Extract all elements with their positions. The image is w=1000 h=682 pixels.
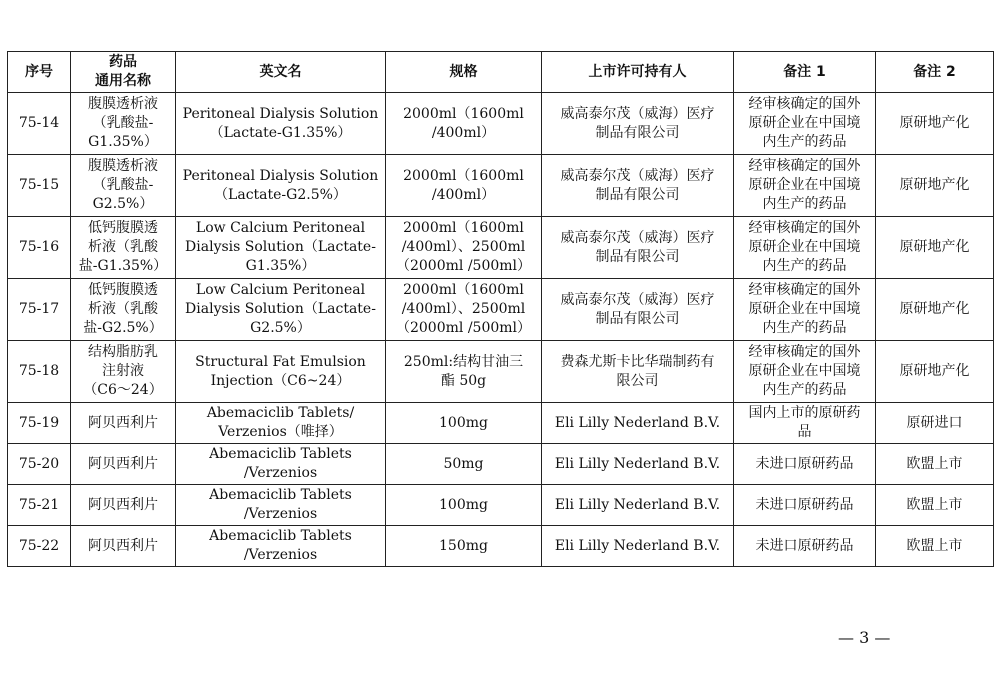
row-note1: 经审核确定的国外 原研企业在中国境 内生产的药品 — [734, 341, 876, 403]
row-holder: Eli Lilly Nederland B.V. — [542, 485, 734, 526]
row-name: 阿贝西利片 — [71, 526, 176, 567]
row-note2: 欧盟上市 — [876, 526, 994, 567]
header-row — [8, 52, 994, 93]
row-note2: 原研地产化 — [876, 155, 994, 217]
row-spec: 100mg — [386, 485, 542, 526]
row-note1: 经审核确定的国外 原研企业在中国境 内生产的药品 — [734, 93, 876, 155]
header-name: 药品 通用名称 — [71, 52, 176, 93]
table-row — [8, 485, 994, 526]
row-spec: 100mg — [386, 403, 542, 444]
row-note2: 原研地产化 — [876, 279, 994, 341]
row-no: 75-20 — [8, 444, 71, 485]
row-no: 75-15 — [8, 155, 71, 217]
row-note2: 欧盟上市 — [876, 444, 994, 485]
drug-table — [7, 51, 994, 567]
row-holder: Eli Lilly Nederland B.V. — [542, 444, 734, 485]
row-no: 75-21 — [8, 485, 71, 526]
row-no: 75-16 — [8, 217, 71, 279]
row-name: 结构脂肪乳 注射液 （C6～24） — [71, 341, 176, 403]
row-name: 低钙腹膜透 析液（乳酸 盐-G1.35%） — [71, 217, 176, 279]
row-no: 75-22 — [8, 526, 71, 567]
row-no: 75-14 — [8, 93, 71, 155]
row-holder: 威高泰尔茂（威海）医疗 制品有限公司 — [542, 279, 734, 341]
row-no: 75-18 — [8, 341, 71, 403]
row-spec: 2000ml（1600ml /400ml） — [386, 155, 542, 217]
row-en: Low Calcium Peritoneal Dialysis Solution（Lactate- G1.35%） — [176, 217, 386, 279]
row-note1: 未进口原研药品 — [734, 444, 876, 485]
row-spec: 150mg — [386, 526, 542, 567]
table-row — [8, 403, 994, 444]
table-row — [8, 279, 994, 341]
row-name: 腹膜透析液 （乳酸盐- G2.5%） — [71, 155, 176, 217]
header-spec: 规格 — [386, 52, 542, 93]
row-en: Peritoneal Dialysis Solution （Lactate-G2.5%） — [176, 155, 386, 217]
header-holder: 上市许可持有人 — [542, 52, 734, 93]
row-note1: 经审核确定的国外 原研企业在中国境 内生产的药品 — [734, 217, 876, 279]
row-en: Abemaciclib Tablets /Verzenios — [176, 526, 386, 567]
row-holder: Eli Lilly Nederland B.V. — [542, 403, 734, 444]
row-name: 阿贝西利片 — [71, 485, 176, 526]
row-no: 75-17 — [8, 279, 71, 341]
row-en: Abemaciclib Tablets/ Verzenios（唯择） — [176, 403, 386, 444]
row-holder: 威高泰尔茂（威海）医疗 制品有限公司 — [542, 217, 734, 279]
row-en: Abemaciclib Tablets /Verzenios — [176, 444, 386, 485]
row-no: 75-19 — [8, 403, 71, 444]
page-number: — 3 — — [838, 628, 891, 647]
table-row — [8, 341, 994, 403]
row-spec: 2000ml（1600ml /400ml）、2500ml （2000ml /500ml） — [386, 217, 542, 279]
row-note1: 国内上市的原研药 品 — [734, 403, 876, 444]
row-name: 阿贝西利片 — [71, 403, 176, 444]
table-row — [8, 444, 994, 485]
row-name: 低钙腹膜透 析液（乳酸 盐-G2.5%） — [71, 279, 176, 341]
row-holder: 威高泰尔茂（威海）医疗 制品有限公司 — [542, 155, 734, 217]
row-note2: 欧盟上市 — [876, 485, 994, 526]
row-note2: 原研地产化 — [876, 217, 994, 279]
row-note2: 原研进口 — [876, 403, 994, 444]
header-note1: 备注 1 — [734, 52, 876, 93]
row-spec: 2000ml（1600ml /400ml）、2500ml （2000ml /500ml） — [386, 279, 542, 341]
table-row — [8, 93, 994, 155]
row-note2: 原研地产化 — [876, 93, 994, 155]
row-spec: 250ml:结构甘油三 酯 50g — [386, 341, 542, 403]
row-holder: Eli Lilly Nederland B.V. — [542, 526, 734, 567]
row-note1: 未进口原研药品 — [734, 485, 876, 526]
row-en: Abemaciclib Tablets /Verzenios — [176, 485, 386, 526]
row-en: Low Calcium Peritoneal Dialysis Solution（Lactate- G2.5%） — [176, 279, 386, 341]
row-holder: 威高泰尔茂（威海）医疗 制品有限公司 — [542, 93, 734, 155]
table-row — [8, 217, 994, 279]
header-no: 序号 — [8, 52, 71, 93]
row-note1: 未进口原研药品 — [734, 526, 876, 567]
row-holder: 费森尤斯卡比华瑞制药有 限公司 — [542, 341, 734, 403]
row-note2: 原研地产化 — [876, 341, 994, 403]
row-spec: 50mg — [386, 444, 542, 485]
header-note2: 备注 2 — [876, 52, 994, 93]
table-row — [8, 155, 994, 217]
header-en: 英文名 — [176, 52, 386, 93]
row-note1: 经审核确定的国外 原研企业在中国境 内生产的药品 — [734, 279, 876, 341]
row-name: 腹膜透析液 （乳酸盐- G1.35%） — [71, 93, 176, 155]
row-en: Peritoneal Dialysis Solution （Lactate-G1.35%） — [176, 93, 386, 155]
row-name: 阿贝西利片 — [71, 444, 176, 485]
row-en: Structural Fat Emulsion Injection（C6~24） — [176, 341, 386, 403]
table-row — [8, 526, 994, 567]
row-spec: 2000ml（1600ml /400ml） — [386, 93, 542, 155]
row-note1: 经审核确定的国外 原研企业在中国境 内生产的药品 — [734, 155, 876, 217]
